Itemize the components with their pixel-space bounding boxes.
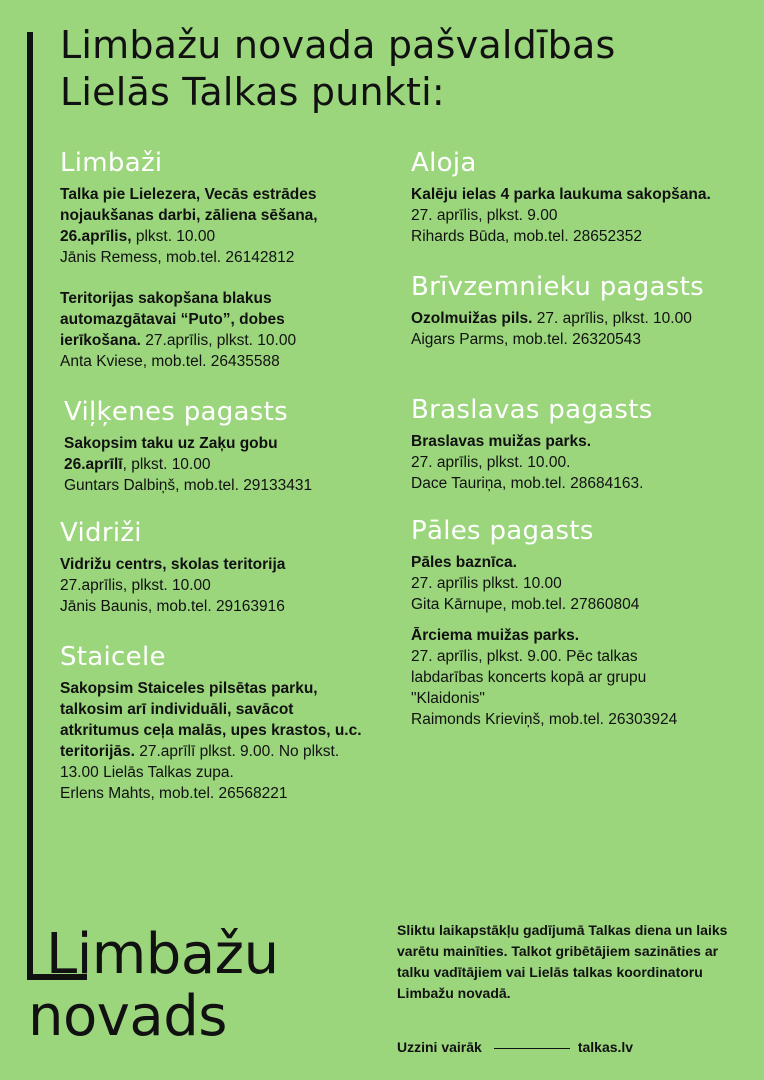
event-time: 27. aprīlis, plkst. 9.00 (411, 207, 558, 224)
event-time: 27.aprīlis, plkst. 10.00 (60, 577, 211, 594)
section-aloja (411, 148, 751, 247)
event-time: plkst. 10.00 (131, 228, 216, 245)
event-time: , plkst. 10.00 (122, 456, 211, 473)
vertical-rule (27, 32, 33, 980)
footer-label: Uzzini vairāk (397, 1039, 482, 1055)
title-line-1: Limbažu novada pašvaldības (60, 23, 616, 67)
event-contact: Anta Kviese, mob.tel. 26435588 (60, 353, 280, 370)
section-vidrizi (60, 518, 400, 617)
footer-divider (494, 1048, 570, 1049)
logo-line-1: Limbažu (46, 922, 279, 987)
section-brivzemnieku (411, 272, 751, 350)
footer (397, 1039, 633, 1055)
footer-link[interactable]: talkas.lv (577, 1039, 634, 1055)
section-heading: Vidriži (60, 518, 142, 548)
event-time: 27. aprīlis, plkst. 10.00 (532, 310, 692, 327)
event-title: Ārciema muižas parks. (411, 627, 580, 644)
event-contact: Guntars Dalbiņš, mob.tel. 29133431 (64, 477, 313, 494)
event-time: 27.aprīlis, plkst. 10.00 (141, 332, 297, 349)
event-contact: Rihards Būda, mob.tel. 28652352 (411, 228, 642, 245)
event-title: Sakopsim Staiceles pilsētas parku, talkosim arī individuāli, savācot atkritumus ceļa malās, upes krastos, u.c. teritorijās. (60, 680, 362, 760)
municipality-logo (28, 924, 279, 1048)
section-heading: Staicele (60, 642, 166, 672)
section-braslavas (411, 395, 751, 494)
event-contact: Raimonds Krieviņš, mob.tel. 26303924 (411, 711, 678, 728)
title-line-2: Lielās Talkas punkti: (60, 70, 445, 114)
event-title: Teritorijas sakopšana blakus automazgātavai “Puto”, dobes ierīkošana. (60, 290, 285, 349)
event-time: 27. aprīlis, plkst. 9.00. Pēc talkas labdarības koncerts kopā ar grupu "Klaidonis" (411, 648, 647, 707)
section-pales (411, 516, 751, 730)
section-heading: Brīvzemnieku pagasts (411, 272, 704, 302)
section-heading: Limbaži (60, 148, 163, 178)
event-contact: Erlens Mahts, mob.tel. 26568221 (60, 785, 288, 802)
section-heading: Braslavas pagasts (411, 395, 653, 425)
section-limbazi (60, 148, 400, 372)
event-title: Sakopsim taku uz Zaķu gobu 26.aprīlī (64, 435, 278, 473)
event-time: 27.aprīlī plkst. 9.00. No plkst. 13.00 Lielās Talkas zupa. (60, 743, 340, 781)
event-contact: Dace Tauriņa, mob.tel. 28684163. (411, 475, 644, 492)
logo-line-2: novads (28, 984, 227, 1049)
event-contact: Jānis Remess, mob.tel. 26142812 (60, 249, 295, 266)
event-title: Pāles baznīca. (411, 554, 517, 571)
section-heading: Viļķenes pagasts (64, 397, 288, 427)
event-time: 27. aprīlis, plkst. 10.00. (411, 454, 571, 471)
event-title: Kalēju ielas 4 parka laukuma sakopšana. (411, 186, 711, 203)
page-title (60, 22, 740, 116)
event-contact: Aigars Parms, mob.tel. 26320543 (411, 331, 642, 348)
event-title: Talka pie Lielezera, Vecās estrādes nojaukšanas darbi, zāliena sēšana, 26.aprīlis, (60, 186, 318, 245)
event-title: Vidrižu centrs, skolas teritorija (60, 556, 286, 573)
section-heading: Aloja (411, 148, 477, 178)
event-contact: Jānis Baunis, mob.tel. 29163916 (60, 598, 285, 615)
section-heading: Pāles pagasts (411, 516, 594, 546)
weather-note: Sliktu laikapstākļu gadījumā Talkas diena un laiks varētu mainīties. Talkot gribētājiem sazināties ar talku vadītājiem vai Lielās talkas koordinatoru Limbažu novadā. (397, 922, 728, 1001)
event-time: 27. aprīlis plkst. 10.00 (411, 575, 562, 592)
event-title: Ozolmuižas pils. (411, 310, 533, 327)
section-vilkenes (64, 397, 404, 496)
event-title: Braslavas muižas parks. (411, 433, 592, 450)
section-staicele (60, 642, 400, 804)
event-contact: Gita Kārnupe, mob.tel. 27860804 (411, 596, 640, 613)
